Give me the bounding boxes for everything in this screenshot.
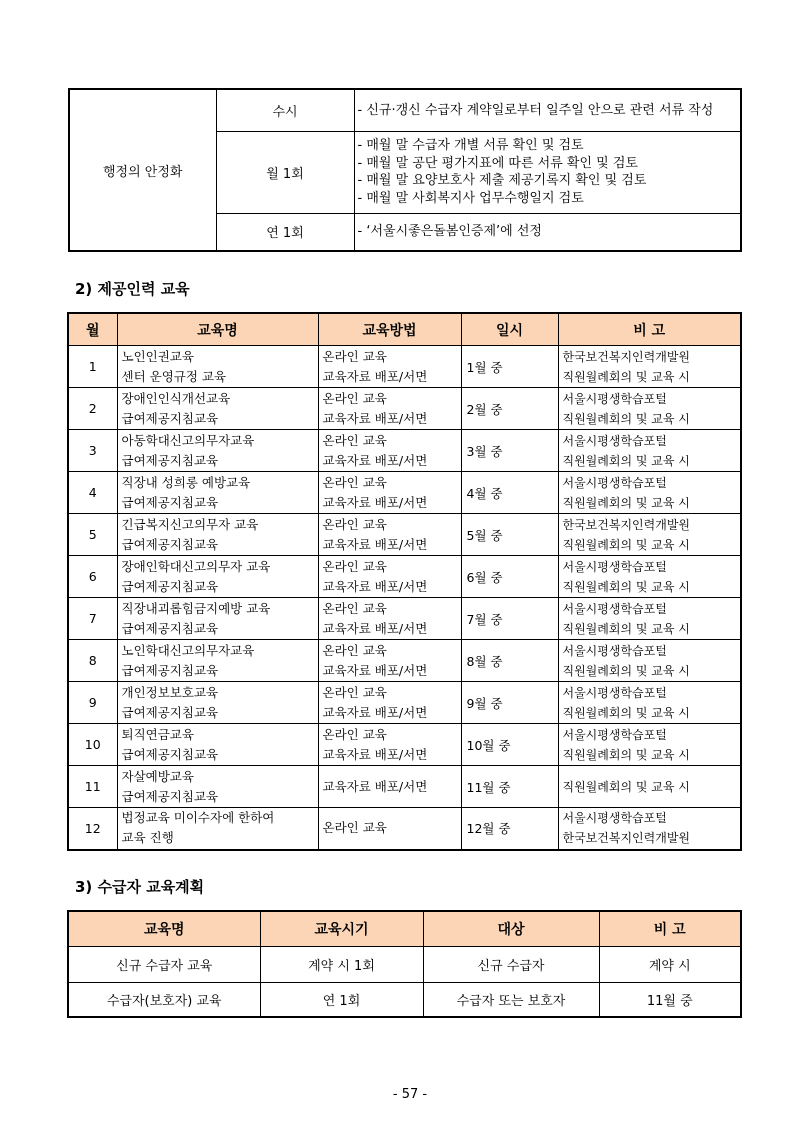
method-line: 온라인 교육 xyxy=(322,432,387,448)
course-name-cell xyxy=(117,640,318,682)
task-cell xyxy=(354,131,741,213)
month-cell: 3 xyxy=(68,430,117,472)
task-line: - 신규·갱신 수급자 계약일로부터 일주일 안으로 관련 서류 작성 xyxy=(357,102,714,118)
date-cell: 5월 중 xyxy=(461,514,558,556)
recipient-education-table xyxy=(67,910,742,1018)
course-name-line: 급여제공지침교육 xyxy=(121,578,219,594)
note-cell: 계약 시 xyxy=(599,947,741,983)
table-row xyxy=(68,598,741,640)
task-line: - 매월 말 요양보호사 제출 제공기록지 확인 및 검토 xyxy=(357,173,647,188)
method-cell xyxy=(318,472,461,514)
header-period: 교육시기 xyxy=(260,911,423,947)
method-line: 교육자료 배포/서면 xyxy=(322,704,428,720)
note-cell xyxy=(558,472,741,514)
method-line: 교육자료 배포/서면 xyxy=(322,778,428,794)
header-month: 월 xyxy=(68,313,117,346)
table-row xyxy=(68,724,741,766)
method-cell xyxy=(318,346,461,388)
method-line: 온라인 교육 xyxy=(322,516,387,532)
date-cell: 1월 중 xyxy=(461,346,558,388)
note-cell xyxy=(558,640,741,682)
note-cell xyxy=(558,808,741,850)
course-name-line: 직장내 성희롱 예방교육 xyxy=(121,474,251,490)
date-cell: 10월 중 xyxy=(461,724,558,766)
task-line: - 매월 말 수급자 개별 서류 확인 및 검토 xyxy=(357,138,584,153)
method-cell xyxy=(318,514,461,556)
date-cell: 2월 중 xyxy=(461,388,558,430)
method-line: 온라인 교육 xyxy=(322,642,387,658)
table-row xyxy=(68,808,741,850)
note-cell xyxy=(558,766,741,808)
note-line: 한국보건복지인력개발원 xyxy=(562,349,691,364)
note-cell xyxy=(558,598,741,640)
course-name-cell xyxy=(117,514,318,556)
month-cell: 4 xyxy=(68,472,117,514)
course-name-line: 급여제공지침교육 xyxy=(121,620,219,636)
method-line: 교육자료 배포/서면 xyxy=(322,746,428,762)
month-cell: 11 xyxy=(68,766,117,808)
section-heading-recipient: 3) 수급자 교육계획 xyxy=(75,878,205,896)
admin-row xyxy=(69,89,741,131)
date-cell: 4월 중 xyxy=(461,472,558,514)
month-cell: 2 xyxy=(68,388,117,430)
table-row xyxy=(68,983,741,1017)
table-row xyxy=(68,346,741,388)
note-line: 서울시평생학습포털 xyxy=(562,433,667,448)
course-name-line: 자살예방교육 xyxy=(121,768,194,784)
task-line: - 매월 말 사회복지사 업무수행일지 검토 xyxy=(357,190,584,206)
date-cell: 9월 중 xyxy=(461,682,558,724)
course-name-cell: 신규 수급자 교육 xyxy=(68,947,260,983)
course-name-cell: 수급자(보호자) 교육 xyxy=(68,983,260,1017)
course-name-line: 급여제공지침교육 xyxy=(121,536,219,552)
note-line: 직원월례회의 및 교육 시 xyxy=(562,537,690,552)
note-line: 직원월례회의 및 교육 시 xyxy=(562,779,690,794)
course-name-cell xyxy=(117,724,318,766)
course-name-cell xyxy=(117,598,318,640)
course-name-line: 긴급복지신고의무자 교육 xyxy=(121,516,259,532)
task-cell xyxy=(354,89,741,131)
method-cell xyxy=(318,430,461,472)
page-number: - 57 - xyxy=(392,1087,428,1102)
date-cell: 6월 중 xyxy=(461,556,558,598)
admin-schedule-table xyxy=(68,88,742,252)
note-line: 서울시평생학습포털 xyxy=(562,727,667,742)
note-line: 서울시평생학습포털 xyxy=(562,685,667,700)
course-name-line: 장애인인식개선교육 xyxy=(121,390,231,406)
method-cell xyxy=(318,682,461,724)
note-cell xyxy=(558,682,741,724)
table-row xyxy=(68,766,741,808)
header-target: 대상 xyxy=(423,911,599,947)
course-name-cell xyxy=(117,766,318,808)
date-cell: 11월 중 xyxy=(461,766,558,808)
header-note: 비 고 xyxy=(599,911,741,947)
month-cell: 1 xyxy=(68,346,117,388)
course-name-line: 법정교육 미이수자에 한하여 xyxy=(121,810,275,826)
task-line: - 매월 말 공단 평가지표에 따른 서류 확인 및 검토 xyxy=(357,155,638,171)
course-name-cell xyxy=(117,682,318,724)
note-cell xyxy=(558,430,741,472)
table-row xyxy=(68,640,741,682)
method-line: 교육자료 배포/서면 xyxy=(322,620,428,636)
frequency-cell: 월 1회 xyxy=(216,131,354,213)
table-row xyxy=(68,514,741,556)
table-row xyxy=(68,947,741,983)
note-line: 서울시평생학습포털 xyxy=(562,475,667,490)
note-cell xyxy=(558,514,741,556)
method-line: 온라인 교육 xyxy=(322,684,387,700)
course-name-line: 급여제공지침교육 xyxy=(121,788,219,804)
note-cell xyxy=(558,346,741,388)
note-line: 직원월례회의 및 교육 시 xyxy=(562,663,690,678)
course-name-line: 아동학대신고의무자교육 xyxy=(121,432,255,448)
course-name-line: 급여제공지침교육 xyxy=(121,662,219,678)
method-line: 온라인 교육 xyxy=(322,348,387,364)
method-line: 교육자료 배포/서면 xyxy=(322,452,428,468)
frequency-cell: 연 1회 xyxy=(216,213,354,251)
course-name-line: 급여제공지침교육 xyxy=(121,746,219,762)
course-name-cell xyxy=(117,556,318,598)
method-cell xyxy=(318,388,461,430)
method-cell xyxy=(318,766,461,808)
header-course-name: 교육명 xyxy=(117,313,318,346)
note-line: 한국보건복지인력개발원 xyxy=(562,831,691,846)
target-cell: 신규 수급자 xyxy=(423,947,599,983)
target-cell: 수급자 또는 보호자 xyxy=(423,983,599,1017)
note-cell: 11월 중 xyxy=(599,983,741,1017)
table-row xyxy=(68,682,741,724)
method-line: 온라인 교육 xyxy=(322,390,387,406)
course-name-line: 개인정보보호교육 xyxy=(121,684,219,700)
method-line: 교육자료 배포/서면 xyxy=(322,662,428,678)
method-line: 온라인 교육 xyxy=(322,600,387,616)
course-name-line: 장애인학대신고의무자 교육 xyxy=(121,558,271,574)
month-cell: 5 xyxy=(68,514,117,556)
method-line: 교육자료 배포/서면 xyxy=(322,368,428,384)
note-line: 직원월례회의 및 교육 시 xyxy=(562,705,690,720)
month-cell: 6 xyxy=(68,556,117,598)
note-line: 직원월례회의 및 교육 시 xyxy=(562,495,690,510)
date-cell: 8월 중 xyxy=(461,640,558,682)
note-line: 서울시평생학습포털 xyxy=(562,559,667,574)
method-line: 교육자료 배포/서면 xyxy=(322,410,428,426)
table-header-row xyxy=(68,313,741,346)
course-name-line: 센터 운영규정 교육 xyxy=(121,368,227,384)
note-line: 서울시평생학습포털 xyxy=(562,391,667,406)
staff-training-table xyxy=(67,312,742,851)
course-name-line: 노인학대신고의무자교육 xyxy=(121,642,255,658)
table-row xyxy=(68,388,741,430)
task-line: - ‘서울시좋은돌봄인증제’에 선정 xyxy=(357,224,542,239)
note-line: 서울시평생학습포털 xyxy=(562,601,667,616)
date-cell: 3월 중 xyxy=(461,430,558,472)
note-cell xyxy=(558,388,741,430)
course-name-line: 급여제공지침교육 xyxy=(121,494,219,510)
course-name-cell xyxy=(117,346,318,388)
period-cell: 연 1회 xyxy=(260,983,423,1017)
method-cell xyxy=(318,640,461,682)
frequency-cell: 수시 xyxy=(216,89,354,131)
period-cell: 계약 시 1회 xyxy=(260,947,423,983)
course-name-cell xyxy=(117,808,318,850)
course-name-line: 급여제공지침교육 xyxy=(121,410,219,426)
method-line: 교육자료 배포/서면 xyxy=(322,536,428,552)
method-line: 온라인 교육 xyxy=(322,474,387,490)
admin-category-cell: 행정의 안정화 xyxy=(69,89,216,251)
course-name-line: 노인인권교육 xyxy=(121,348,194,364)
header-date: 일시 xyxy=(461,313,558,346)
note-line: 직원월례회의 및 교육 시 xyxy=(562,453,690,468)
header-course-name: 교육명 xyxy=(68,911,260,947)
note-line: 직원월례회의 및 교육 시 xyxy=(562,411,690,426)
table-row xyxy=(68,430,741,472)
course-name-line: 직장내괴롭힘금지예방 교육 xyxy=(121,600,271,616)
course-name-cell xyxy=(117,388,318,430)
note-line: 직원월례회의 및 교육 시 xyxy=(562,579,690,594)
table-row xyxy=(68,472,741,514)
table-header-row xyxy=(68,911,741,947)
method-cell xyxy=(318,556,461,598)
method-cell xyxy=(318,598,461,640)
date-cell: 12월 중 xyxy=(461,808,558,850)
note-cell xyxy=(558,724,741,766)
method-cell xyxy=(318,724,461,766)
section-heading-staff: 2) 제공인력 교육 xyxy=(75,280,190,298)
month-cell: 8 xyxy=(68,640,117,682)
table-row xyxy=(68,556,741,598)
note-line: 직원월례회의 및 교육 시 xyxy=(562,369,690,384)
header-note: 비 고 xyxy=(558,313,741,346)
task-cell xyxy=(354,213,741,251)
header-method: 교육방법 xyxy=(318,313,461,346)
note-line: 직원월례회의 및 교육 시 xyxy=(562,621,690,636)
month-cell: 12 xyxy=(68,808,117,850)
method-line: 온라인 교육 xyxy=(322,820,387,836)
note-line: 서울시평생학습포털 xyxy=(562,643,667,658)
course-name-line: 교육 진행 xyxy=(121,830,174,846)
course-name-line: 급여제공지침교육 xyxy=(121,452,219,468)
method-cell xyxy=(318,808,461,850)
course-name-line: 퇴직연금교육 xyxy=(121,726,194,742)
month-cell: 7 xyxy=(68,598,117,640)
note-cell xyxy=(558,556,741,598)
course-name-line: 급여제공지침교육 xyxy=(121,704,219,720)
method-line: 온라인 교육 xyxy=(322,726,387,742)
month-cell: 10 xyxy=(68,724,117,766)
month-cell: 9 xyxy=(68,682,117,724)
method-line: 온라인 교육 xyxy=(322,558,387,574)
method-line: 교육자료 배포/서면 xyxy=(322,578,428,594)
course-name-cell xyxy=(117,472,318,514)
note-line: 직원월례회의 및 교육 시 xyxy=(562,747,690,762)
note-line: 서울시평생학습포털 xyxy=(562,811,667,826)
course-name-cell xyxy=(117,430,318,472)
date-cell: 7월 중 xyxy=(461,598,558,640)
method-line: 교육자료 배포/서면 xyxy=(322,494,428,510)
note-line: 한국보건복지인력개발원 xyxy=(562,517,691,532)
